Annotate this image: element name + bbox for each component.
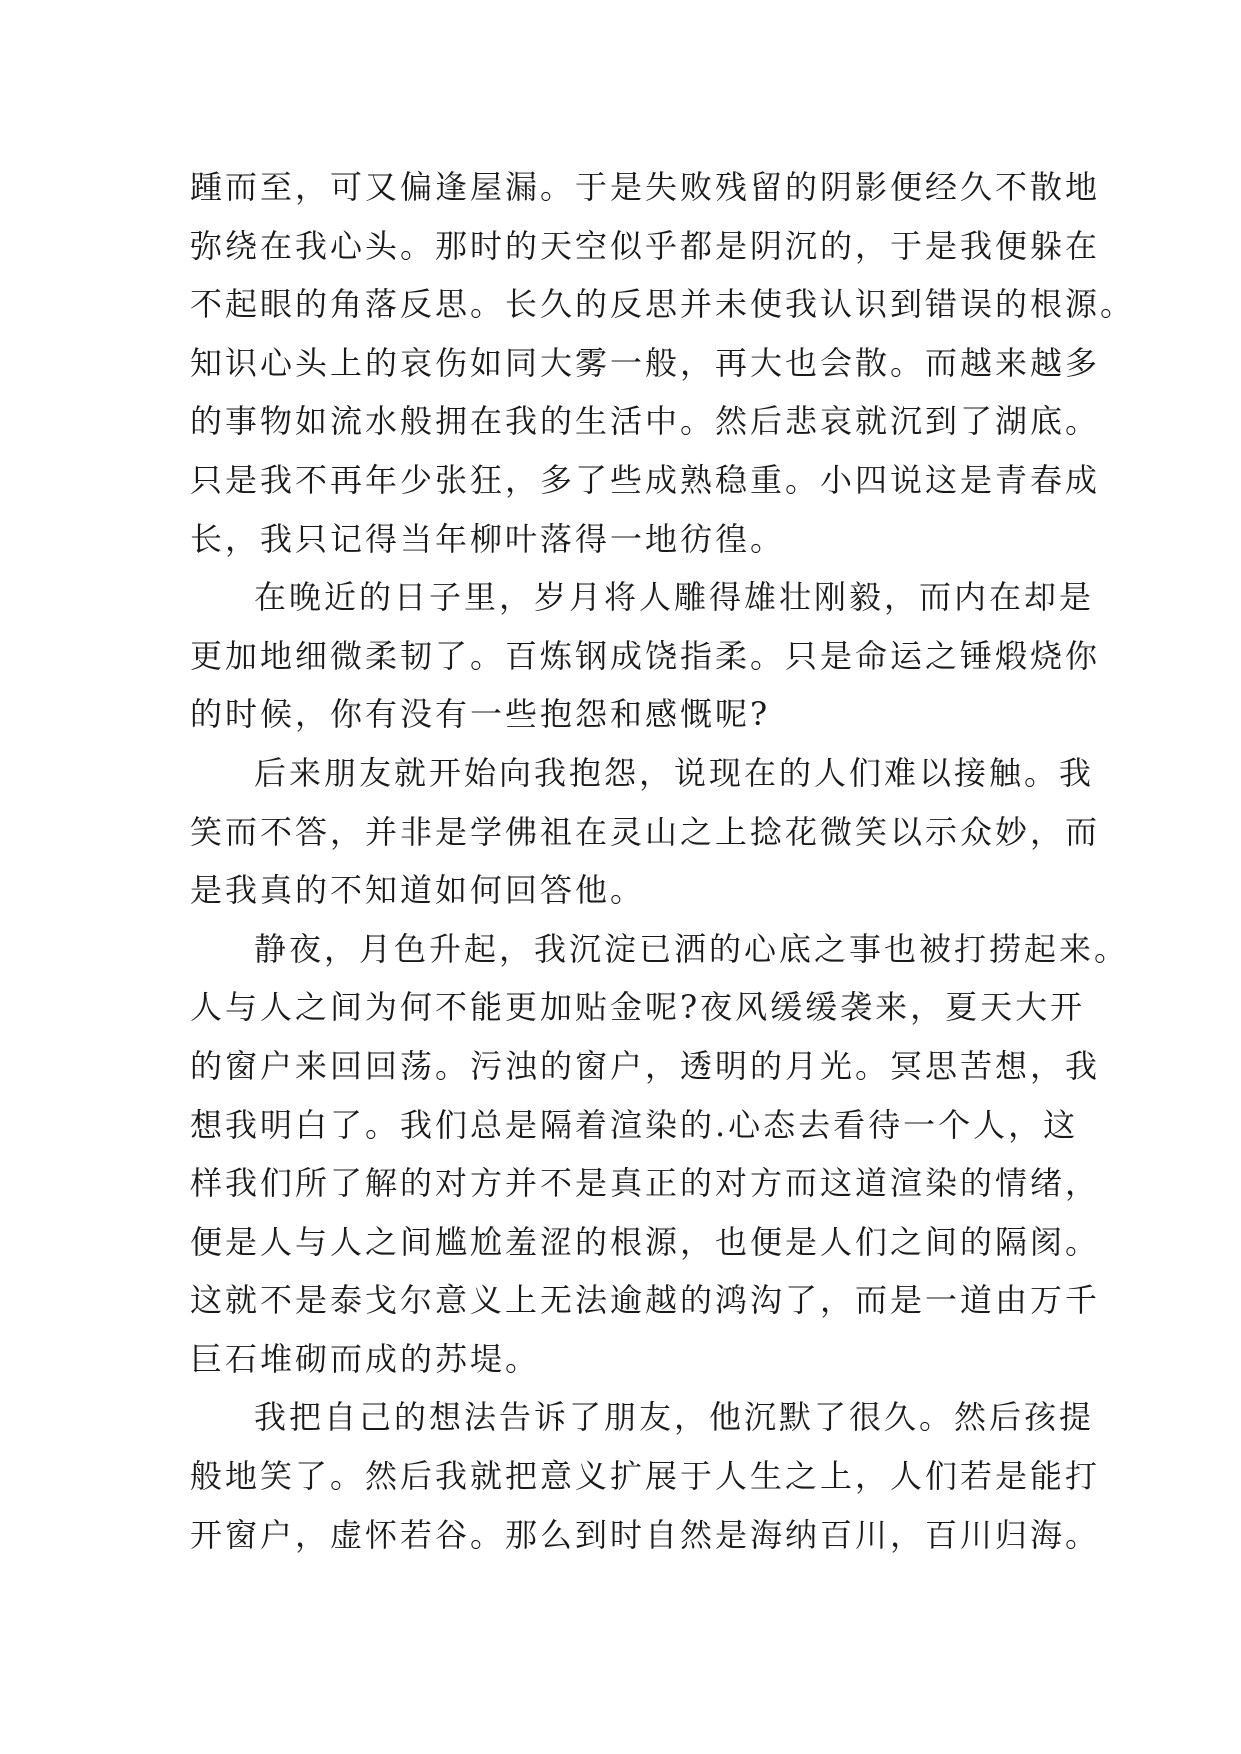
text-line: 不起眼的角落反思。长久的反思并未使我认识到错误的根源。 (190, 285, 1136, 324)
text-line: 开窗户，虚怀若谷。那么到时自然是海纳百川，百川归海。 (190, 1515, 1101, 1554)
text-line: 巨石堆砌而成的苏堤。 (190, 1339, 541, 1378)
text-line: 是我真的不知道如何回答他。 (190, 871, 646, 910)
text-line: 弥绕在我心头。那时的天空似乎都是阴沉的，于是我便躲在 (190, 226, 1101, 265)
text-line: 长，我只记得当年柳叶落得一地彷徨。 (190, 519, 786, 558)
text-line: 般地笑了。然后我就把意义扩展于人生之上，人们若是能打 (190, 1457, 1101, 1496)
text-line: 这就不是泰戈尔意义上无法逾越的鸿沟了，而是一道由万千 (190, 1281, 1101, 1320)
text-line: 的事物如流水般拥在我的生活中。然后悲哀就沉到了湖底。 (190, 402, 1101, 441)
text-line: 知识心头上的哀伤如同大雾一般，再大也会散。而越来越多 (190, 343, 1101, 382)
text-line: 的窗户来回回荡。污浊的窗户，透明的月光。冥思苦想，我 (190, 1046, 1101, 1085)
text-line: 便是人与人之间尴尬羞涩的根源，也便是人们之间的隔阂。 (190, 1222, 1101, 1261)
text-line: 更加地细微柔韧了。百炼钢成饶指柔。只是命运之锤煅烧你 (190, 636, 1101, 675)
paragraph-first-line: 在晚近的日子里，岁月将人雕得雄壮刚毅，而内在却是 (254, 578, 1095, 617)
text-line: 人与人之间为何不能更加贴金呢?夜风缓缓袭来，夏天大开 (190, 988, 1086, 1027)
text-line: 只是我不再年少张狂，多了些成熟稳重。小四说这是青春成 (190, 460, 1101, 499)
document-body (190, 158, 1136, 1564)
text-line: 的时候，你有没有一些抱怨和感慨呢? (190, 695, 771, 734)
text-line: 踵而至，可又偏逢屋漏。于是失败残留的阴影便经久不散地 (190, 168, 1101, 206)
paragraph-first-line: 静夜，月色升起，我沉淀已洒的心底之事也被打捞起来。 (254, 929, 1130, 968)
paragraph-first-line: 我把自己的想法告诉了朋友，他沉默了很久。然后孩提 (254, 1398, 1095, 1437)
text-line: 想我明白了。我们总是隔着渲染的.心态去看待一个人，这 (190, 1105, 1079, 1144)
text-line: 样我们所了解的对方并不是真正的对方而这道渲染的情绪， (190, 1164, 1101, 1203)
paragraph-first-line: 后来朋友就开始向我抱怨，说现在的人们难以接触。我 (254, 753, 1095, 792)
text-line: 笑而不答，并非是学佛祖在灵山之上捻花微笑以示众妙，而 (190, 812, 1101, 851)
